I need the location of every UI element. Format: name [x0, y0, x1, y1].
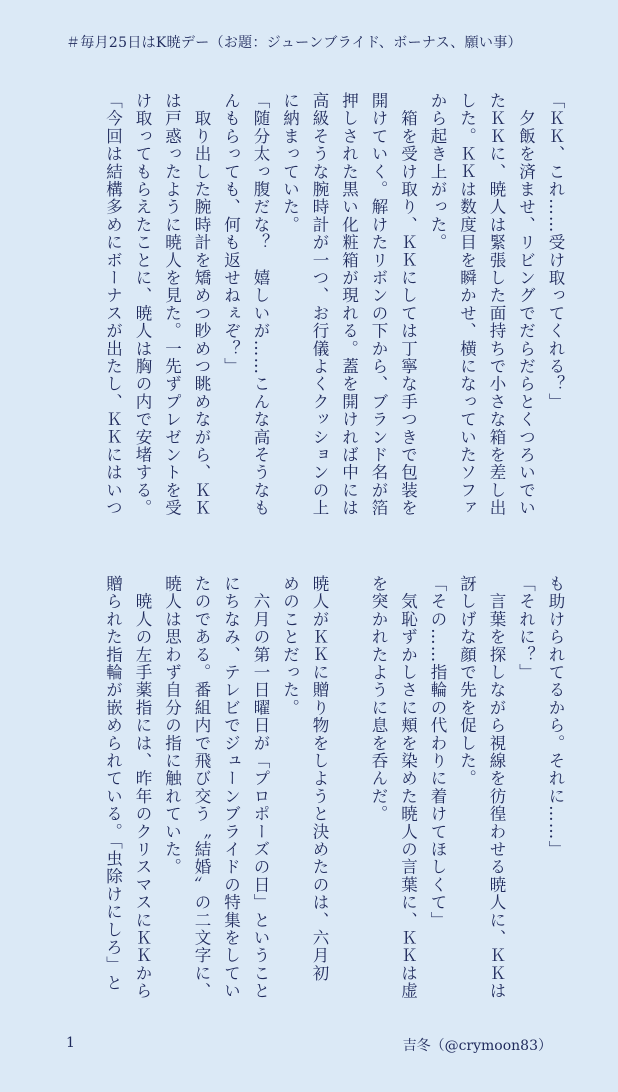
- text-line: にちなみ、テレビでジューンブライドの特集をしてい: [221, 575, 241, 1000]
- text-line: した。ＫＫは数度目を瞬かせ、横になっていたソファ: [457, 92, 477, 517]
- text-line: たＫＫに、暁人は緊張した面持ちで小さな箱を差し出: [487, 92, 506, 517]
- text-line: 気恥ずかしさに頬を染めた暁人の言葉に、ＫＫは虚: [398, 575, 418, 1000]
- text-line: 暁人がＫＫに贈り物をしようと決めたのは、六月初: [310, 575, 329, 983]
- text-line: 夕飯を済ませ、リビングでだらだらとくつろいでい: [516, 92, 536, 517]
- text-line: 言葉を探しながら視線を彷徨わせる暁人に、ＫＫは: [487, 575, 506, 1000]
- page-header: ＃毎月25日はK暁デー（お題：ジューンブライド、ボーナス、願い事）: [66, 35, 522, 51]
- text-line: を突かれたように息を呑んだ。: [369, 575, 388, 823]
- text-block-upper: [98, 92, 570, 530]
- text-line: 「その……指輪の代わりに着けてほしくて」: [428, 575, 447, 929]
- text-block-lower: [98, 575, 570, 1013]
- text-line: 「随分太っ腹だな？ 嬉しいが……こんな高そうなも: [251, 92, 270, 517]
- text-line: 「それに？」: [516, 575, 536, 682]
- text-line: 押しされた黒い化粧箱が現れる。蓋を開ければ中には: [339, 92, 359, 517]
- text-line: から起き上がった。: [428, 92, 447, 252]
- text-line: 贈られた指輪が嵌められている。「虫除けにしろ」と: [103, 575, 123, 992]
- text-line: 取り出した腕時計を矯めつ眇めつ眺めながら、ＫＫ: [192, 92, 211, 517]
- text-line: めのことだった。: [280, 575, 300, 717]
- text-line: 「今回は結構多めにボーナスが出たし、ＫＫにはいつ: [103, 92, 123, 517]
- text-line: も助けられてるから。それに……」: [546, 575, 565, 859]
- text-line: 暁人は思わず自分の指に触れていた。: [162, 575, 182, 876]
- text-line: 開けていく。解けたリボンの下から、ブランド名が箔: [369, 92, 388, 517]
- text-line: 暁人の左手薬指には、昨年のクリスマスにＫＫから: [133, 575, 152, 1000]
- text-line: んもらっても、何も返せねぇぞ？」: [221, 92, 241, 376]
- page-number: 1: [66, 1035, 75, 1051]
- text-line: け取ってもらえたことに、暁人は胸の内で安堵する。: [133, 92, 152, 517]
- text-line: たのである。番組内で飛び交う〝結婚〟の二文字に、: [192, 575, 211, 1000]
- author-credit: 吉冬（@crymoon83）: [402, 1038, 552, 1054]
- text-line: 高級そうな腕時計が一つ、お行儀よくクッションの上: [310, 92, 329, 517]
- text-line: 六月の第一日曜日が「プロポーズの日」ということ: [251, 575, 270, 1000]
- text-line: は戸惑ったように暁人を見た。一先ずプレゼントを受: [162, 92, 182, 517]
- text-line: 箱を受け取り、ＫＫにしては丁寧な手つきで包装を: [398, 92, 418, 517]
- text-line: 「ＫＫ、これ……受け取ってくれる？」: [546, 92, 565, 411]
- text-line: 訝しげな顔で先を促した。: [457, 575, 477, 788]
- text-line: に納まっていた。: [280, 92, 300, 234]
